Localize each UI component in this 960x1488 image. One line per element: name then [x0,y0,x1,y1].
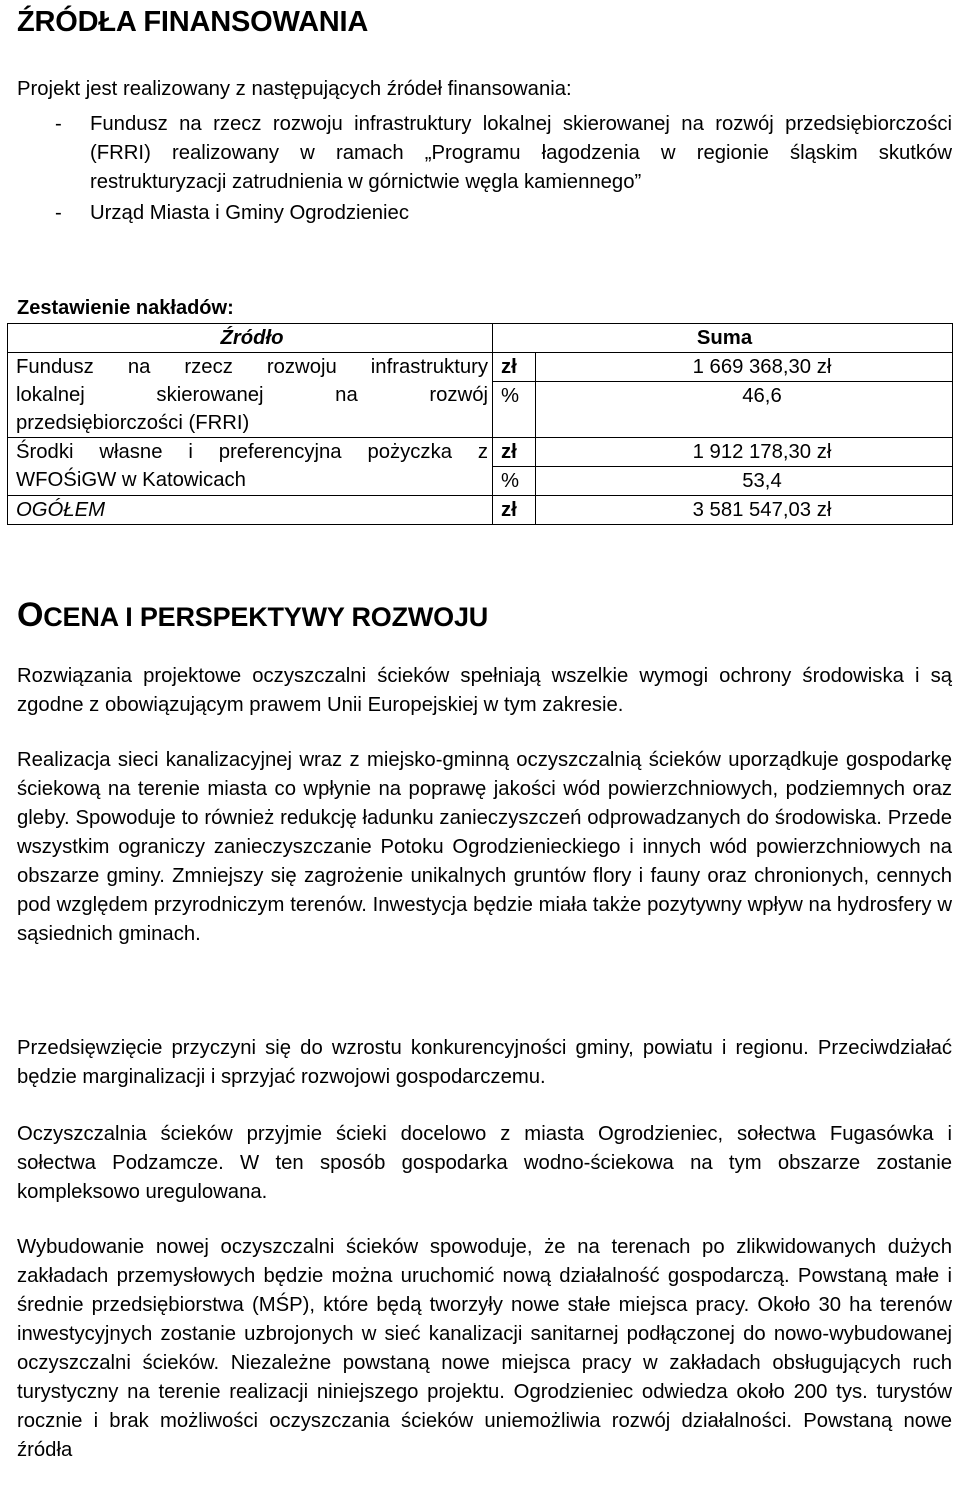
row-source-own [8,438,493,496]
header-source: Źródło [8,324,493,353]
list-item [55,199,952,228]
source-line: Środki własne i preferencyjna pożyczka z [16,441,488,463]
unit-currency: zł [493,353,536,382]
paragraph: Rozwiązania projektowe oczyszczalni ścieków spełniają wszelkie wymogi ochrony środowiska i są zgodne z obowiązującym prawem Unii Europejskiej w tym zakresie. [17,665,952,716]
table-total-row [8,496,953,525]
summary-title: Zestawienie nakładów: [17,297,234,319]
paragraph: Przedsięwzięcie przyczyni się do wzrostu konkurencyjności gminy, powiatu i regionu. Przeciwdziałać będzie marginalizacji i sprzyjać rozwojowi gospodarczemu. [17,1037,952,1088]
total-value: 3 581 547,03 zł [536,496,953,525]
section-heading-sources: ŹRÓDŁA FINANSOWANIA [17,6,369,38]
unit-currency: zł [493,496,536,525]
table-header-row [8,324,953,353]
costs-table [7,323,953,525]
value-percent: 46,6 [536,382,953,438]
value-amount: 1 669 368,30 zł [536,353,953,382]
value-percent: 53,4 [536,467,953,496]
table-row [8,353,953,382]
unit-percent: % [493,467,536,496]
value-amount: 1 912 178,30 zł [536,438,953,467]
section-heading-assessment [17,596,488,635]
heading-rest: CENA I PERSPEKTYWY ROZWOJU [43,602,489,632]
source-line: WFOŚiGW w Katowicach [16,469,246,491]
list-item [55,110,952,197]
paragraph: Oczyszczalnia ścieków przyjmie ścieki docelowo z miasta Ogrodzieniec, sołectwa Fugasówka i sołectwa Podzamcze. W ten sposób gospodarka wodno-ściekowa na tym obszarze zostanie kompleksowo uregulowana. [17,1123,952,1203]
unit-currency: zł [493,438,536,467]
header-sum: Suma [493,324,953,353]
list-item-text: Urząd Miasta i Gminy Ogrodzieniec [90,202,409,224]
table-row [8,438,953,467]
source-line: lokalnej skierowanej na rozwój [16,384,488,406]
intro-text: Projekt jest realizowany z następujących źródeł finansowania: [17,78,572,100]
source-line: przedsiębiorczości (FRRI) [16,412,250,434]
funding-sources-list [55,110,952,230]
list-dash: - [55,202,62,224]
source-line: Fundusz na rzecz rozwoju infrastruktury [16,356,488,378]
heading-initial: O [17,596,44,634]
total-label: OGÓŁEM [8,496,493,525]
paragraph: Wybudowanie nowej oczyszczalni ścieków spowoduje, że na terenach po zlikwidowanych dużych zakładach przemysłowych będzie można uruchomić nową działalność gospodarczą. Powstaną małe i średnie przedsiębiorstwa (MŚP), które będą tworzyły nowe stałe miejsca pracy. Około 30 ha terenów inwestycyjnych zostanie uzbrojonych w sieć kanalizacji sanitarnej podłączonej do nowo-wybudowanej oczyszczalni ścieków. Niezależne powstaną nowe miejsca pracy w zakładach obsługujących ruch turystyczny na terenie realizacji niniejszego projektu. Ogrodzieniec odwiedza około 200 tys. turystów rocznie i brak możliwości oczyszczania ścieków uniemożliwia rozwój działalności. Powstaną nowe źródła [17,1236,952,1461]
list-dash: - [55,113,62,135]
unit-percent: % [493,382,536,438]
list-item-text: Fundusz na rzecz rozwoju infrastruktury lokalnej skierowanej na rozwój przedsiębiorczości (FRRI) realizowany w ramach „Programu łagodzenia w regionie śląskim skutków restrukturyzacji zatrudnienia w górnictwie węgla kamiennego” [90,113,952,193]
paragraph: Realizacja sieci kanalizacyjnej wraz z miejsko-gminną oczyszczalnią ścieków uporządkuje gospodarkę ściekową na terenie miasta co wpłynie na poprawę jakości wód powierzchniowych, podziemnych oraz gleby. Spowoduje to również redukcję ładunku zanieczyszczeń odprowadzanych do środowiska. Przede wszystkim ograniczy zanieczyszczanie Potoku Ogrodzienieckiego i innych wód powierzchniowych na obszarze gminy. Zmniejszy się zagrożenie unikalnych gruntów flory i fauny oraz chronionych, cennych pod względem przyrodniczym terenów. Inwestycja będzie miała także pozytywny wpływ na hydrosfery w sąsiednich gminach. [17,749,952,945]
row-source-frri [8,353,493,438]
